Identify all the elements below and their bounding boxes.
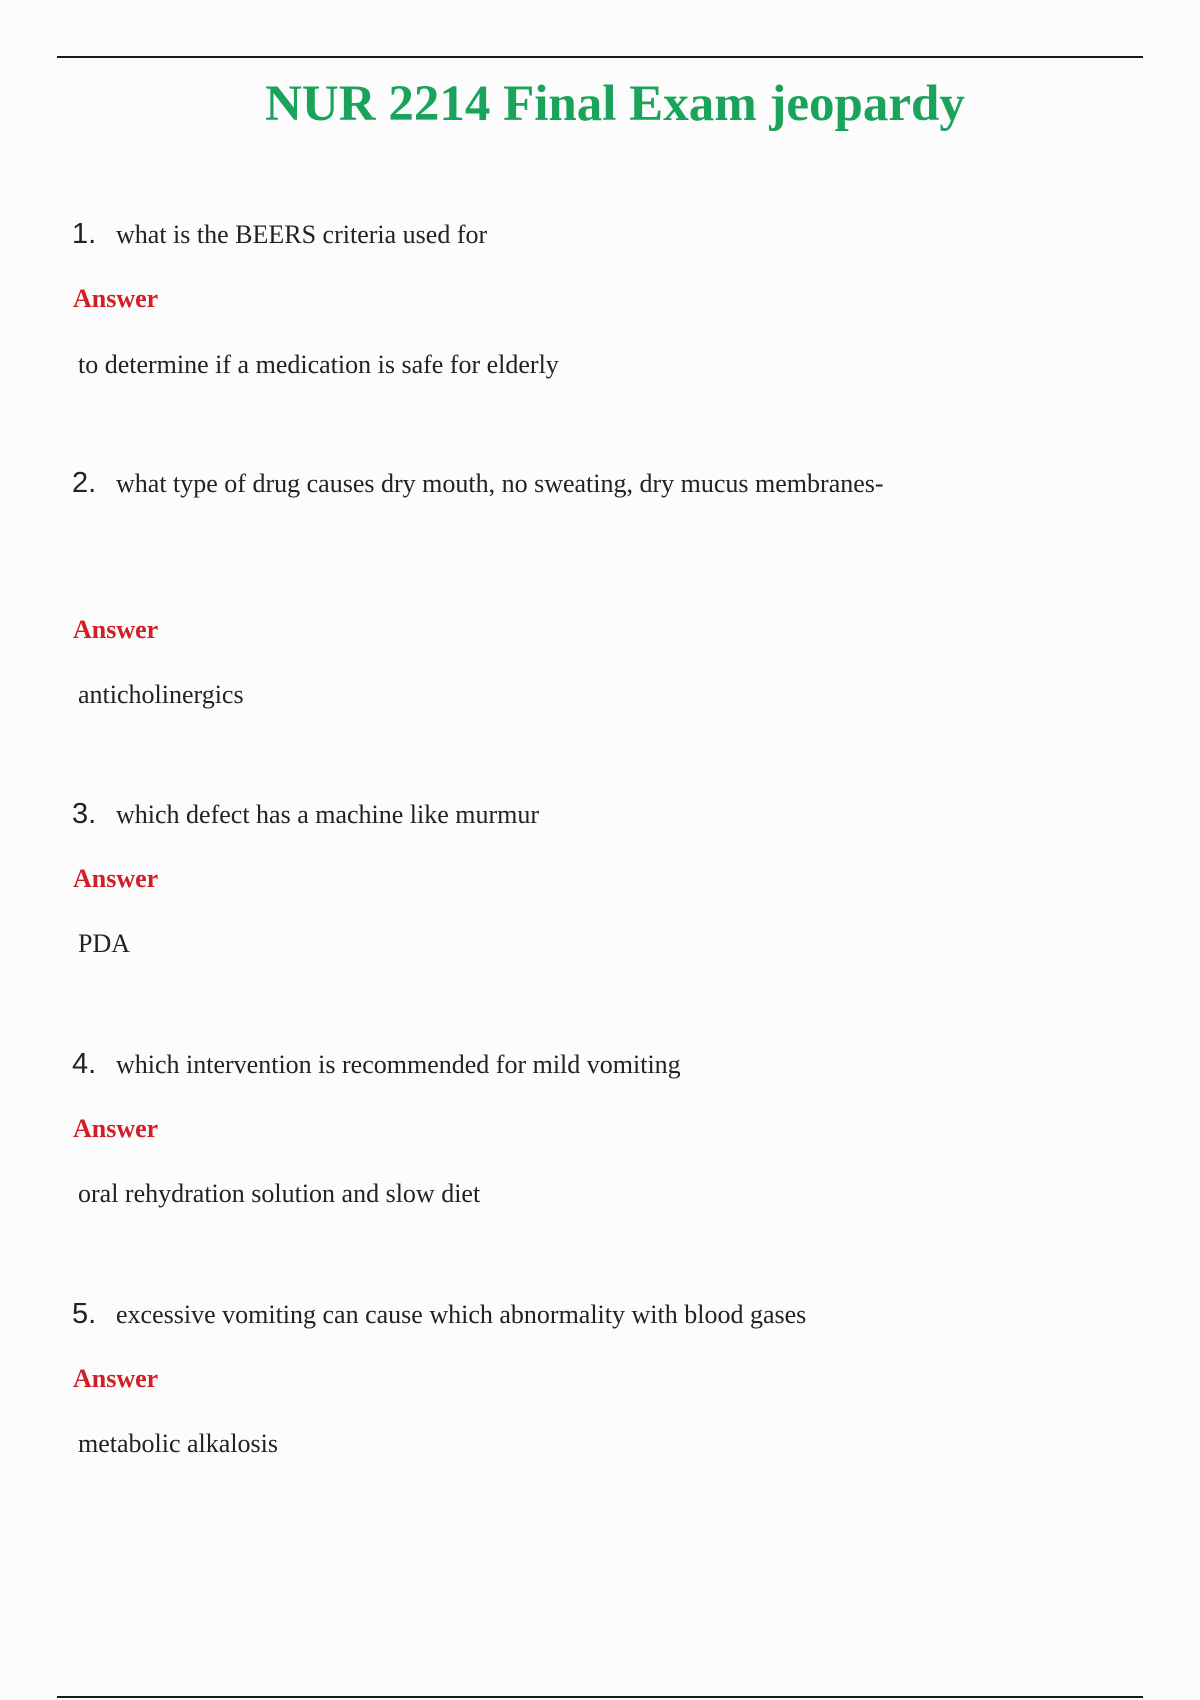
answer-text: oral rehydration solution and slow diet xyxy=(78,1179,481,1208)
question-number: 3. xyxy=(72,798,97,830)
question-row xyxy=(72,798,539,834)
question-row xyxy=(72,1048,681,1084)
question-row xyxy=(72,467,884,503)
top-rule xyxy=(57,56,1143,58)
answer-label: Answer xyxy=(73,615,159,644)
question-row xyxy=(72,218,487,254)
answer-text: PDA xyxy=(78,929,131,958)
answer-label: Answer xyxy=(73,864,159,893)
answer-label: Answer xyxy=(73,1114,159,1143)
page-title: NUR 2214 Final Exam jeopardy xyxy=(265,76,965,132)
bottom-rule xyxy=(57,1696,1143,1698)
question-text: excessive vomiting can cause which abnormality with blood gases xyxy=(116,1300,807,1329)
question-number: 2. xyxy=(72,467,97,499)
answer-label: Answer xyxy=(73,284,159,313)
question-row xyxy=(72,1298,806,1334)
question-text: which intervention is recommended for mild vomiting xyxy=(116,1050,681,1079)
answer-text: to determine if a medication is safe for elderly xyxy=(78,350,559,379)
question-text: what is the BEERS criteria used for xyxy=(116,220,488,249)
question-text: what type of drug causes dry mouth, no sweating, dry mucus membranes- xyxy=(116,469,884,498)
answer-text: metabolic alkalosis xyxy=(78,1429,279,1458)
question-text: which defect has a machine like murmur xyxy=(116,800,540,829)
answer-label: Answer xyxy=(73,1364,159,1393)
question-number: 1. xyxy=(72,218,97,250)
question-number: 5. xyxy=(72,1298,97,1330)
answer-text: anticholinergics xyxy=(78,680,244,709)
question-number: 4. xyxy=(72,1048,97,1080)
